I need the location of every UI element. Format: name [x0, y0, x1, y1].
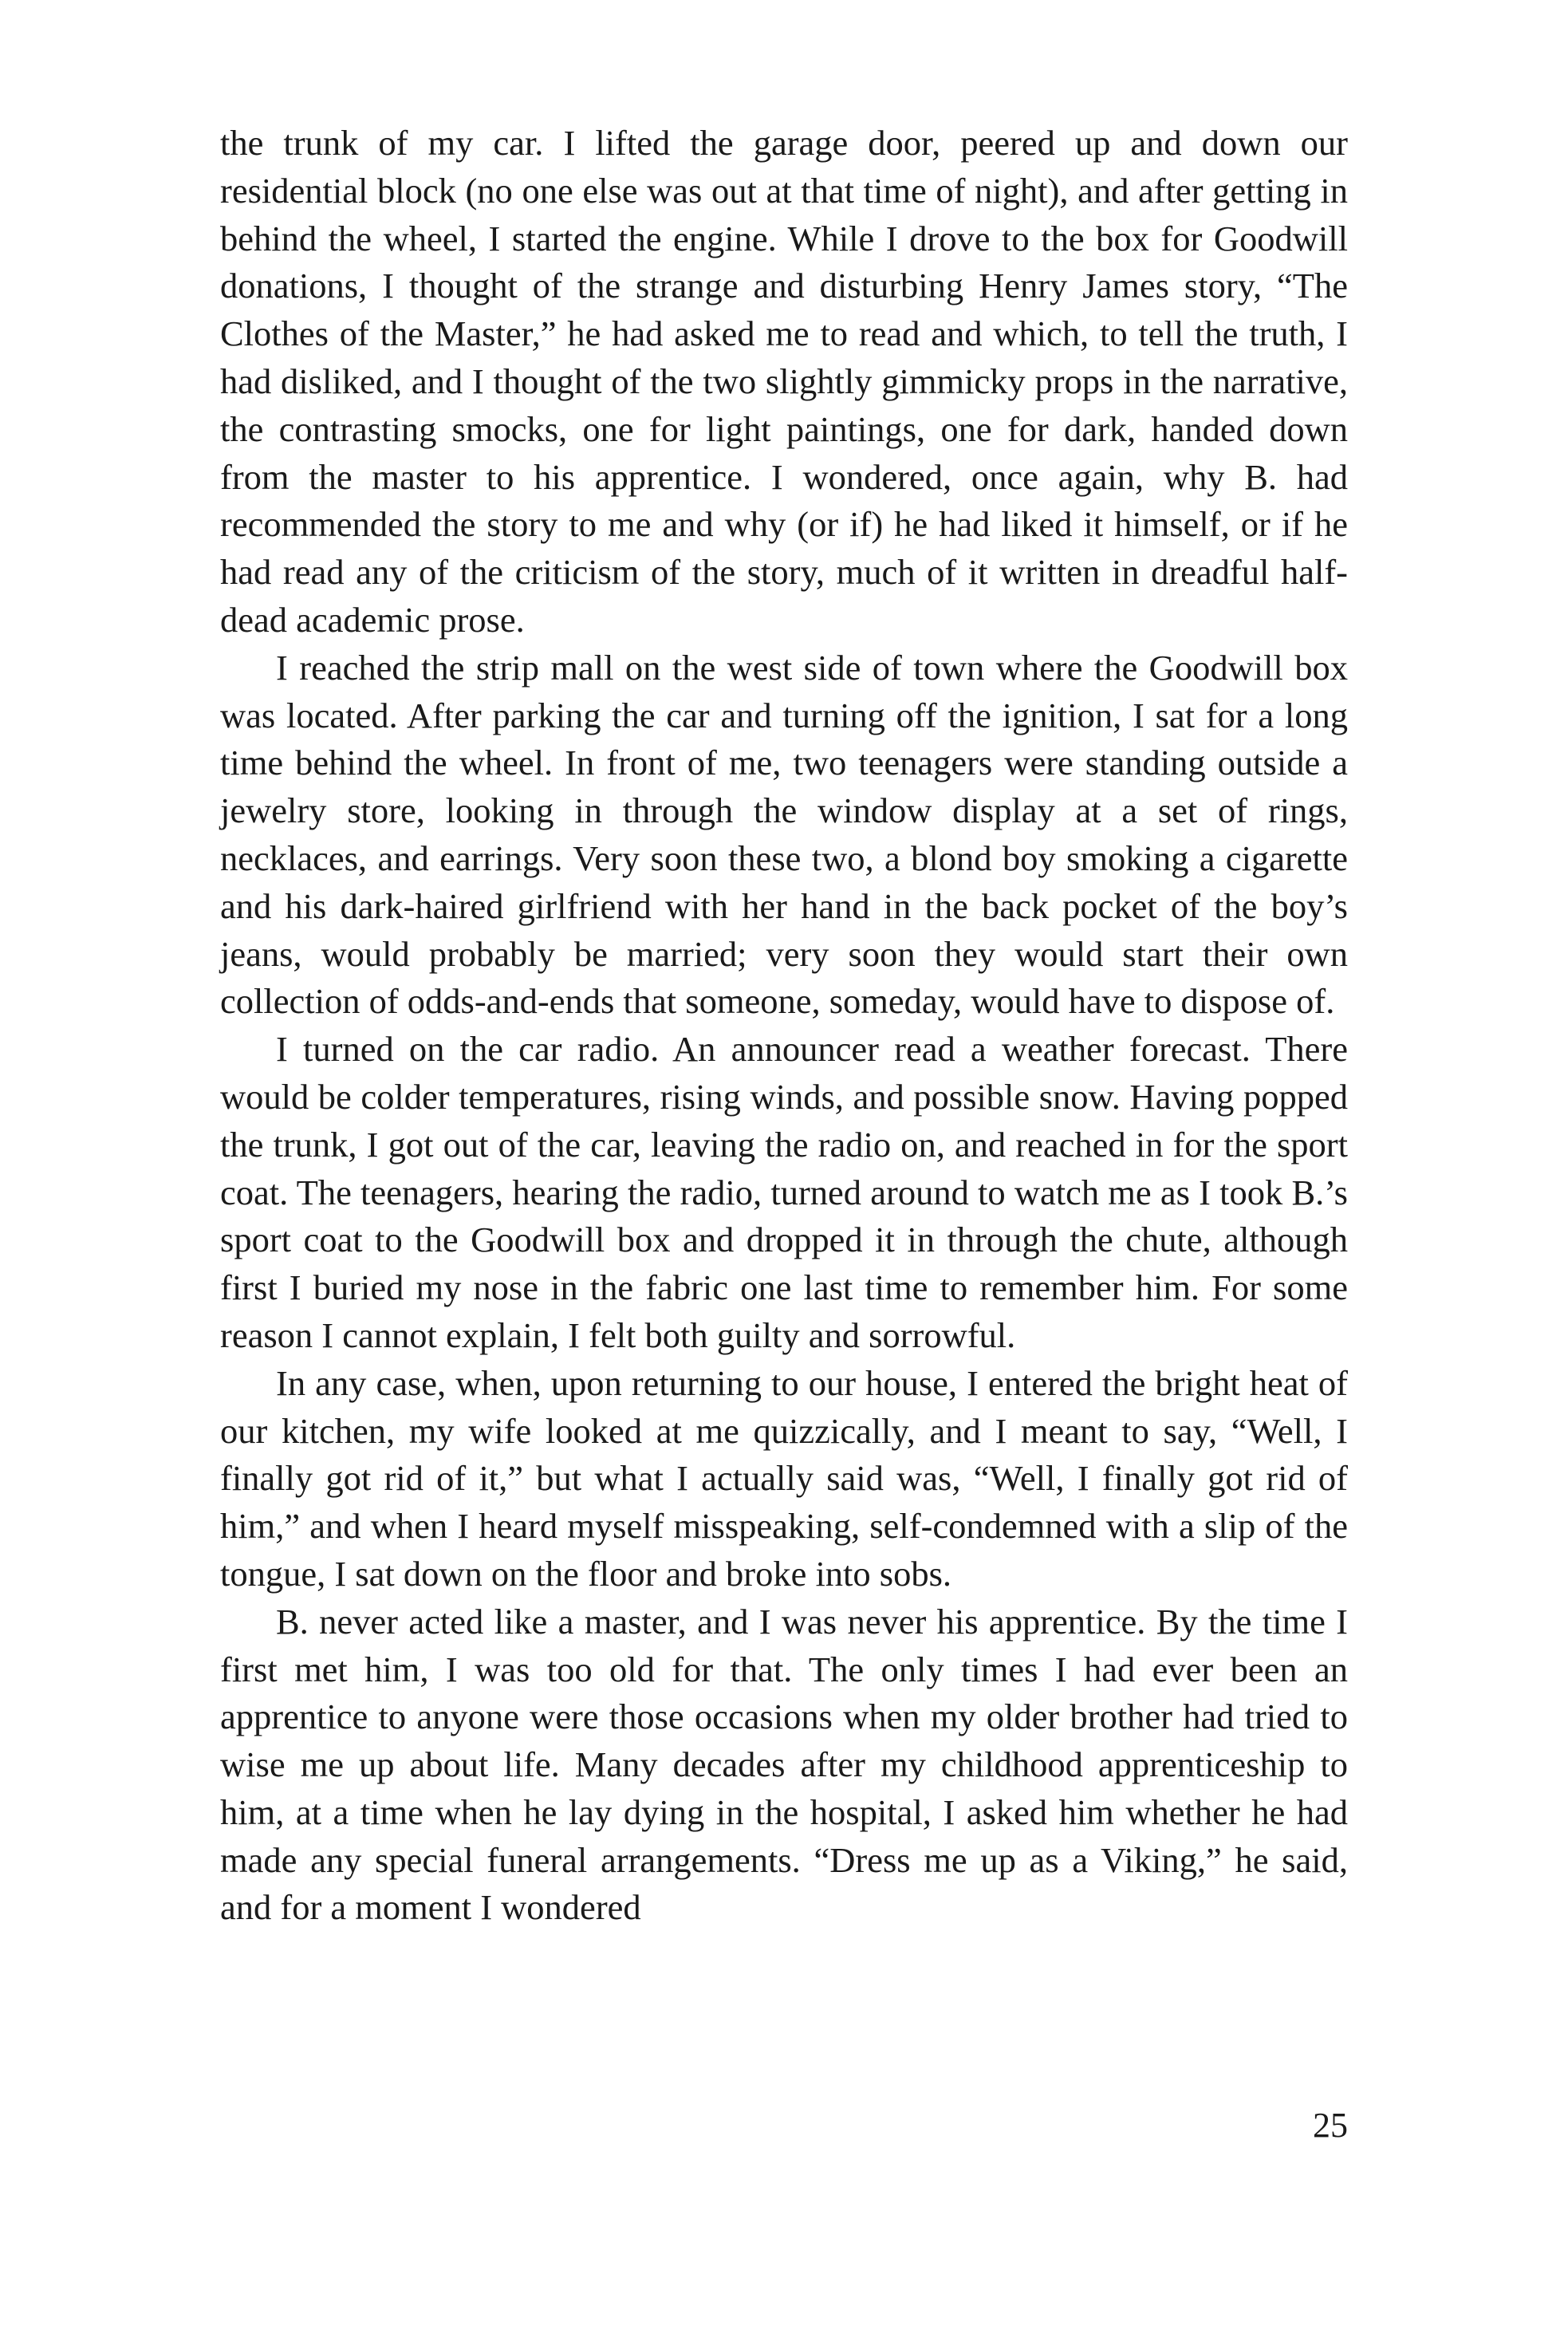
body-text: [220, 120, 1348, 1932]
paragraph-strip-mall: I reached the strip mall on the west side of town where the Goodwill box was located. After parking the car and turning off the ignition, I sat for a long time behind the wheel. In front of me, two teenagers were standing outside a jewelry store, looking in through the window display at a set of rings, necklaces, and earrings. Very soon these two, a blond boy smoking a cigarette and his dark-haired girlfriend with her hand in the back pocket of the boy’s jeans, would probably be married; very soon they would start their own collection of odds-and-ends that someone, someday, would have to dispose of.: [220, 647, 1348, 1022]
paragraph-continued: the trunk of my car. I lifted the garage door, peered up and down our residential block (no one else was out at that time of night), and after getting in behind the wheel, I started the engine. While I drove to the box for Goodwill donations, I thought of the strange and disturbing Henry James story, “The Clothes of the Master,” he had asked me to read and which, to tell the truth, I had disliked, and I thought of the two slightly gimmicky props in the narrative, the contrasting smocks, one for light paintings, one for dark, handed down from the master to his apprentice. I wondered, once again, why B. had recommended the story to me and why (or if) he had liked it himself, or if he had read any of the criticism of the story, much of it written in dreadful half-dead academic prose.: [220, 123, 1348, 640]
paragraph-master-apprentice: B. never acted like a master, and I was never his apprentice. By the time I first met him, I was too old for that. The only times I had ever been an apprentice to anyone were those occasions when my older brother had tried to wise me up about life. Many decades after my childhood apprenticeship to him, at a time when he lay dying in the hospital, I asked him whether he had made any special funeral arrangements. “Dress me up as a Viking,” he said, and for a moment I wondered: [220, 1601, 1348, 1928]
paragraph-kitchen: In any case, when, upon returning to our house, I entered the bright heat of our kitchen, my wife looked at me quizzically, and I meant to say, “Well, I finally got rid of it,” but what I actually said was, “Well, I finally got rid of him,” and when I heard myself misspeaking, self-condemned with a slip of the tongue, I sat down on the floor and broke into sobs.: [220, 1362, 1348, 1594]
page-number: 25: [1313, 2106, 1348, 2145]
paragraph-car-radio: I turned on the car radio. An announcer read a weather forecast. There would be colder temperatures, rising winds, and possible snow. Having popped the trunk, I got out of the car, leaving the radio on, and reached in for the sport coat. The teenagers, hearing the radio, turned around to watch me as I took B.’s sport coat to the Goodwill box and dropped it in through the chute, although first I buried my nose in the fabric one last time to remember him. For some reason I cannot explain, I felt both guilty and sorrowful.: [220, 1029, 1348, 1355]
